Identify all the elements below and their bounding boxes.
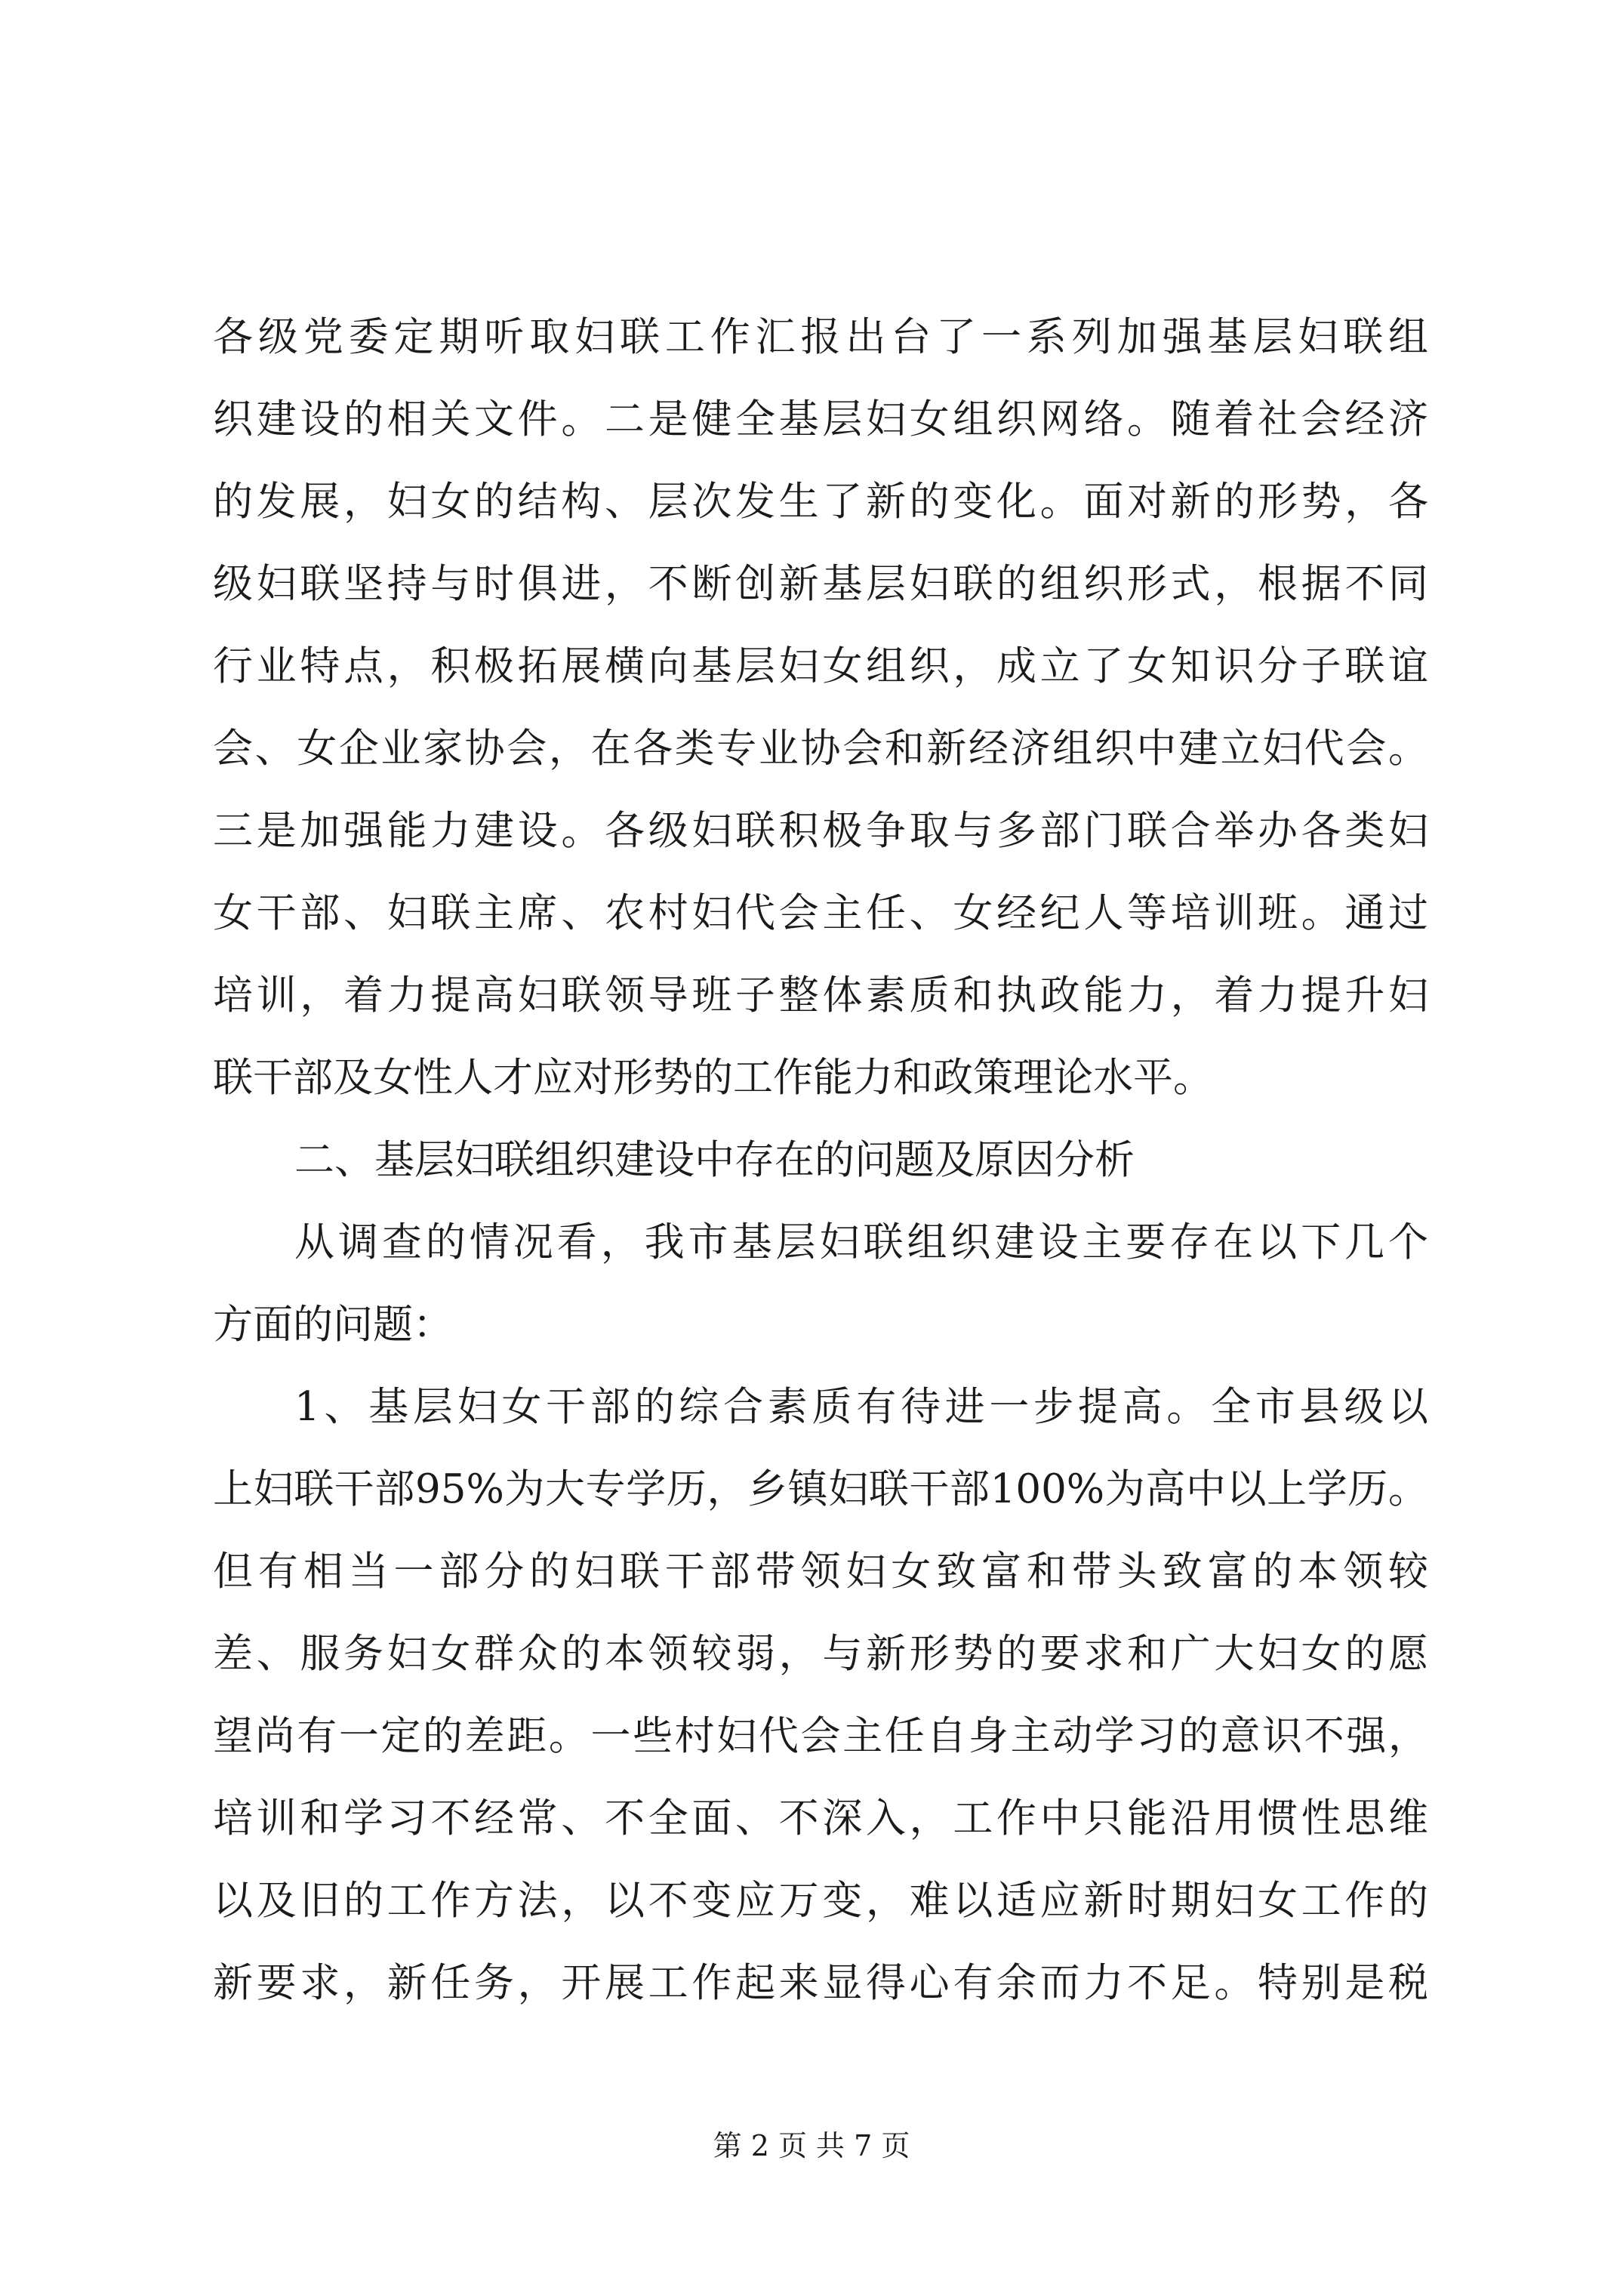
text-line: 织建设的相关文件。二是健全基层妇女组织网络。随着社会经济	[213, 396, 1428, 442]
text-line: 差、服务妇女群众的本领较弱，与新形势的要求和广大妇女的愿	[213, 1631, 1428, 1677]
text-line: 行业特点，积极拓展横向基层妇女组织，成立了女知识分子联谊	[213, 643, 1428, 689]
text-line: 培训，着力提高妇联领导班子整体素质和执政能力，着力提升妇	[213, 972, 1428, 1019]
page-number-footer: 第 2 页 共 7 页	[713, 2129, 910, 2162]
text-line: 1、基层妇女干部的综合素质有待进一步提高。全市县级以	[294, 1384, 1428, 1430]
text-line: 上妇联干部95%为大专学历，乡镇妇联干部100%为高中以上学历。	[213, 1466, 1428, 1512]
section-heading: 二、基层妇联组织建设中存在的问题及原因分析	[294, 1137, 1135, 1183]
text-line: 级妇联坚持与时俱进，不断创新基层妇联的组织形式，根据不同	[213, 561, 1428, 607]
text-line: 望尚有一定的差距。一些村妇代会主任自身主动学习的意识不强，	[213, 1713, 1428, 1759]
text-line: 方面的问题：	[213, 1302, 453, 1348]
text-line: 会、女企业家协会，在各类专业协会和新经济组织中建立妇代会。	[213, 726, 1428, 772]
text-line: 从调查的情况看，我市基层妇联组织建设主要存在以下几个	[294, 1219, 1428, 1265]
text-line: 培训和学习不经常、不全面、不深入，工作中只能沿用惯性思维	[213, 1795, 1428, 1841]
text-line: 女干部、妇联主席、农村妇代会主任、女经纪人等培训班。通过	[213, 890, 1428, 936]
body-text	[213, 296, 1428, 2024]
text-line: 新要求，新任务，开展工作起来显得心有余而力不足。特别是税	[213, 1960, 1428, 2006]
text-line: 以及旧的工作方法，以不变应万变，难以适应新时期妇女工作的	[213, 1878, 1428, 1924]
text-line: 联干部及女性人才应对形势的工作能力和政策理论水平。	[213, 1055, 1213, 1101]
text-line: 各级党委定期听取妇联工作汇报出台了一系列加强基层妇联组	[213, 314, 1428, 360]
text-line: 三是加强能力建设。各级妇联积极争取与多部门联合举办各类妇	[213, 808, 1428, 854]
text-line: 但有相当一部分的妇联干部带领妇女致富和带头致富的本领较	[213, 1549, 1428, 1595]
text-line: 的发展，妇女的结构、层次发生了新的变化。面对新的形势，各	[213, 479, 1428, 525]
